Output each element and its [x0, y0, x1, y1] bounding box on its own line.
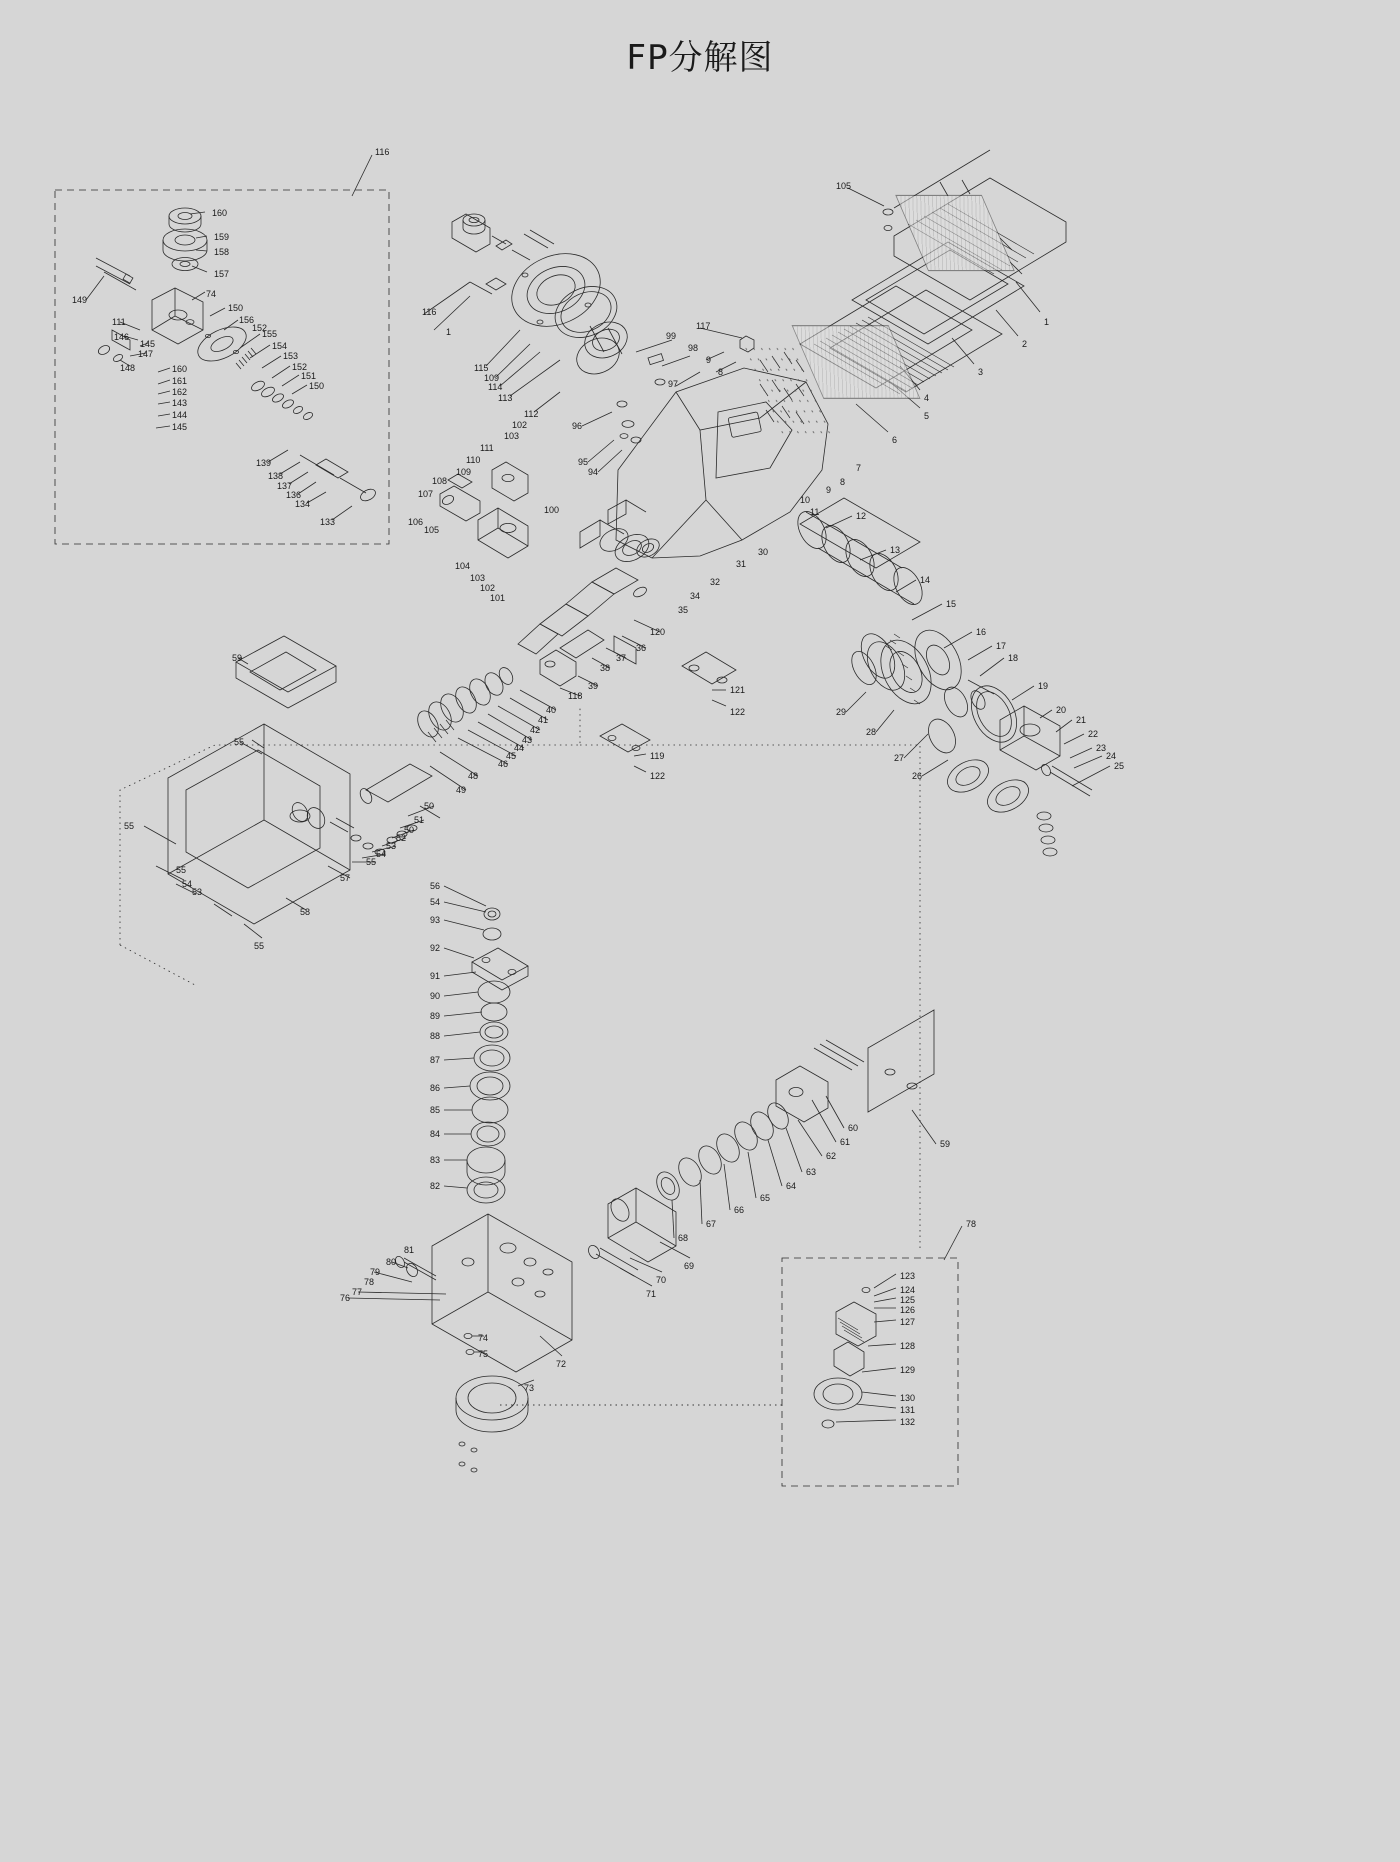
callout-number-134: 134: [295, 499, 311, 509]
callout-number-122: 122: [730, 707, 746, 717]
callout-number-77: 77: [352, 1287, 363, 1297]
callout-number-78: 78: [966, 1219, 977, 1229]
callout-number-37: 37: [616, 653, 627, 663]
callout-number-112: 112: [524, 409, 539, 419]
callout-number-55: 55: [366, 857, 377, 867]
callout-number-9: 9: [826, 485, 832, 495]
callout-number-98: 98: [688, 343, 699, 353]
callout-number-1: 1: [1044, 317, 1050, 327]
callout-number-131: 131: [900, 1405, 916, 1415]
callout-number-55: 55: [124, 821, 135, 831]
callout-number-80: 80: [386, 1257, 397, 1267]
callout-number-84: 84: [430, 1129, 441, 1139]
callout-number-94: 94: [588, 467, 599, 477]
callout-number-102: 102: [512, 420, 528, 430]
callout-number-110: 110: [466, 455, 481, 465]
callout-number-152: 152: [252, 323, 268, 333]
callout-number-73: 73: [524, 1383, 535, 1393]
callout-number-102: 102: [480, 583, 496, 593]
callout-number-136: 136: [286, 490, 302, 500]
callout-number-87: 87: [430, 1055, 441, 1065]
callout-number-44: 44: [514, 743, 525, 753]
callout-number-147: 147: [138, 349, 154, 359]
callout-number-160: 160: [212, 208, 228, 218]
callout-number-64: 64: [786, 1181, 797, 1191]
callout-number-8: 8: [718, 367, 724, 377]
callout-number-41: 41: [538, 715, 549, 725]
callout-number-145: 145: [172, 422, 188, 432]
callout-number-148: 148: [120, 363, 136, 373]
callout-number-19: 19: [1038, 681, 1049, 691]
callout-number-70: 70: [656, 1275, 667, 1285]
callout-number-27: 27: [894, 753, 905, 763]
callout-number-55: 55: [176, 865, 187, 875]
callout-number-117: 117: [696, 321, 711, 331]
callout-number-59: 59: [232, 653, 243, 663]
callout-number-50: 50: [404, 825, 415, 835]
callout-number-13: 13: [890, 545, 901, 555]
callout-number-100: 100: [544, 505, 560, 515]
callout-number-78: 78: [364, 1277, 375, 1287]
callout-number-91: 91: [430, 971, 441, 981]
callout-number-34: 34: [690, 591, 701, 601]
callout-number-30: 30: [758, 547, 769, 557]
callout-number-157: 157: [214, 269, 230, 279]
callout-number-62: 62: [826, 1151, 837, 1161]
callout-number-96: 96: [572, 421, 583, 431]
callout-number-103: 103: [504, 431, 520, 441]
callout-number-45: 45: [506, 751, 517, 761]
callout-number-17: 17: [996, 641, 1007, 651]
callout-number-55: 55: [234, 737, 245, 747]
callout-number-92: 92: [430, 943, 441, 953]
callout-number-55: 55: [254, 941, 265, 951]
callout-number-101: 101: [490, 593, 506, 603]
callout-number-128: 128: [900, 1341, 916, 1351]
callout-number-104: 104: [455, 561, 471, 571]
callout-number-54: 54: [376, 849, 387, 859]
callout-number-109: 109: [456, 467, 472, 477]
callout-number-121: 121: [730, 685, 746, 695]
callout-number-76: 76: [340, 1293, 351, 1303]
callout-number-138: 138: [268, 471, 284, 481]
callout-number-74: 74: [206, 289, 217, 299]
callout-number-155: 155: [262, 329, 278, 339]
callout-number-54: 54: [182, 879, 193, 889]
callout-number-8: 8: [840, 477, 846, 487]
callout-number-156: 156: [239, 315, 255, 325]
callout-number-25: 25: [1114, 761, 1125, 771]
callout-number-153: 153: [283, 351, 299, 361]
callout-number-31: 31: [736, 559, 747, 569]
callout-number-68: 68: [678, 1233, 689, 1243]
callout-number-88: 88: [430, 1031, 441, 1041]
callout-number-7: 7: [856, 463, 862, 473]
callout-number-127: 127: [900, 1317, 916, 1327]
callout-number-11: 11: [810, 507, 820, 517]
callout-number-28: 28: [866, 727, 877, 737]
callout-number-126: 126: [900, 1305, 916, 1315]
callout-number-159: 159: [214, 232, 230, 242]
callout-number-61: 61: [840, 1137, 851, 1147]
callout-number-74: 74: [478, 1333, 489, 1343]
callout-number-143: 143: [172, 398, 188, 408]
callout-number-133: 133: [320, 517, 336, 527]
callout-number-137: 137: [277, 481, 293, 491]
callout-number-23: 23: [1096, 743, 1107, 753]
callout-number-14: 14: [920, 575, 931, 585]
callout-number-111: 111: [112, 317, 126, 327]
callout-number-109: 109: [484, 373, 500, 383]
callout-number-144: 144: [172, 410, 188, 420]
callout-number-46: 46: [498, 759, 509, 769]
callout-number-69: 69: [684, 1261, 695, 1271]
callout-number-48: 48: [468, 771, 479, 781]
callout-number-90: 90: [430, 991, 441, 1001]
callout-number-32: 32: [710, 577, 721, 587]
callout-number-122: 122: [650, 771, 666, 781]
callout-number-146: 146: [114, 332, 130, 342]
callout-number-105: 105: [424, 525, 440, 535]
callout-number-50: 50: [424, 801, 435, 811]
callout-number-115: 115: [474, 363, 489, 373]
callout-number-60: 60: [848, 1123, 859, 1133]
callout-number-63: 63: [806, 1167, 817, 1177]
callout-number-152: 152: [292, 362, 308, 372]
callout-number-105: 105: [836, 181, 852, 191]
callout-number-89: 89: [430, 1011, 441, 1021]
callout-number-97: 97: [668, 379, 679, 389]
callout-number-158: 158: [214, 247, 230, 257]
callout-number-12: 12: [856, 511, 867, 521]
callout-number-58: 58: [300, 907, 311, 917]
callout-number-123: 123: [900, 1271, 916, 1281]
callout-number-10: 10: [800, 495, 811, 505]
callout-number-53: 53: [192, 887, 203, 897]
callout-number-119: 119: [650, 751, 665, 761]
callout-number-160: 160: [172, 364, 188, 374]
callout-number-22: 22: [1088, 729, 1099, 739]
callout-number-118: 118: [568, 691, 583, 701]
callout-number-38: 38: [600, 663, 611, 673]
callout-number-113: 113: [498, 393, 513, 403]
callout-number-125: 125: [900, 1295, 916, 1305]
callout-number-116: 116: [422, 307, 437, 317]
callout-number-51: 51: [414, 815, 425, 825]
callout-number-59: 59: [940, 1139, 951, 1149]
callout-number-103: 103: [470, 573, 486, 583]
callout-number-35: 35: [678, 605, 689, 615]
callout-number-18: 18: [1008, 653, 1019, 663]
callout-number-75: 75: [478, 1349, 489, 1359]
callout-number-57: 57: [340, 873, 351, 883]
callout-number-9: 9: [706, 355, 712, 365]
callout-number-114: 114: [488, 382, 503, 392]
callout-number-124: 124: [900, 1285, 916, 1295]
callout-number-20: 20: [1056, 705, 1067, 715]
callout-number-49: 49: [456, 785, 467, 795]
callout-number-116: 116: [375, 147, 390, 157]
callout-number-130: 130: [900, 1393, 916, 1403]
callout-number-6: 6: [892, 435, 898, 445]
callout-number-1: 1: [446, 327, 452, 337]
callout-number-71: 71: [646, 1289, 657, 1299]
callout-number-85: 85: [430, 1105, 441, 1115]
callout-number-2: 2: [1022, 339, 1028, 349]
callout-number-107: 107: [418, 489, 434, 499]
callout-number-24: 24: [1106, 751, 1117, 761]
callout-number-162: 162: [172, 387, 188, 397]
callout-number-3: 3: [978, 367, 984, 377]
callout-number-21: 21: [1076, 715, 1087, 725]
callout-number-53: 53: [386, 841, 397, 851]
callout-number-54: 54: [430, 897, 441, 907]
callout-number-139: 139: [256, 458, 272, 468]
callout-number-16: 16: [976, 627, 987, 637]
callout-number-129: 129: [900, 1365, 916, 1375]
callout-number-151: 151: [301, 371, 317, 381]
callout-number-149: 149: [72, 295, 88, 305]
callout-number-106: 106: [408, 517, 424, 527]
callout-number-40: 40: [546, 705, 557, 715]
callout-number-29: 29: [836, 707, 847, 717]
callout-number-95: 95: [578, 457, 589, 467]
callout-number-67: 67: [706, 1219, 717, 1229]
callout-number-15: 15: [946, 599, 957, 609]
callout-number-108: 108: [432, 476, 448, 486]
callout-number-83: 83: [430, 1155, 441, 1165]
callout-number-150: 150: [309, 381, 325, 391]
callout-number-39: 39: [588, 681, 599, 691]
callout-number-56: 56: [430, 881, 441, 891]
callout-number-120: 120: [650, 627, 666, 637]
callout-number-36: 36: [636, 643, 647, 653]
callout-number-66: 66: [734, 1205, 745, 1215]
callout-number-72: 72: [556, 1359, 567, 1369]
callout-number-150: 150: [228, 303, 244, 313]
callout-number-26: 26: [912, 771, 923, 781]
callout-number-81: 81: [404, 1245, 415, 1255]
callout-number-42: 42: [530, 725, 541, 735]
callout-number-52: 52: [396, 833, 407, 843]
callout-number-99: 99: [666, 331, 677, 341]
callout-number-145: 145: [140, 339, 156, 349]
page-title: FP分解图: [626, 38, 774, 78]
callout-number-43: 43: [522, 735, 533, 745]
callout-number-111: 111: [480, 443, 494, 453]
callout-number-4: 4: [924, 393, 930, 403]
callout-number-93: 93: [430, 915, 441, 925]
callout-number-161: 161: [172, 376, 188, 386]
callout-number-82: 82: [430, 1181, 441, 1191]
callout-number-79: 79: [370, 1267, 381, 1277]
callout-number-86: 86: [430, 1083, 441, 1093]
callout-number-5: 5: [924, 411, 930, 421]
callout-number-132: 132: [900, 1417, 916, 1427]
callout-number-65: 65: [760, 1193, 771, 1203]
callout-number-154: 154: [272, 341, 288, 351]
